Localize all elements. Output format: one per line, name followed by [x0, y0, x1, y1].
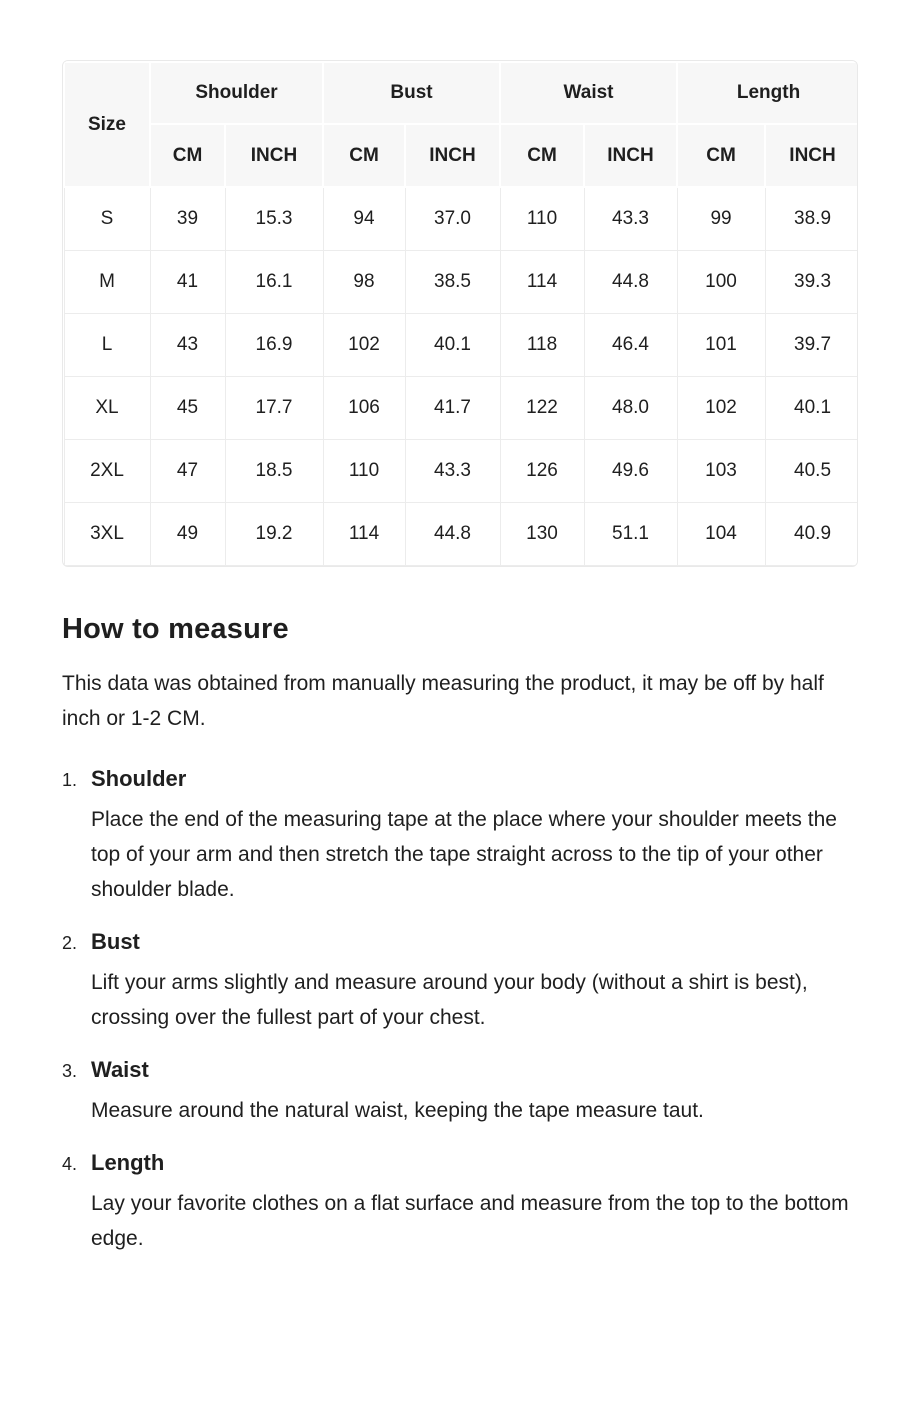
measurement-cell: 46.4 [584, 313, 677, 376]
measurement-cell: 122 [500, 376, 584, 439]
step-term: Length [91, 1149, 165, 1175]
measurement-cell: 106 [323, 376, 405, 439]
measurement-cell: 110 [500, 187, 584, 250]
step-term: Bust [91, 928, 140, 954]
size-cell: L [64, 313, 150, 376]
how-to-measure-heading: How to measure [62, 612, 289, 645]
step-heading [62, 766, 858, 792]
measurement-cell: 39.3 [765, 250, 858, 313]
table-row [64, 187, 858, 250]
step-heading [62, 929, 858, 955]
table-header-group-row [64, 62, 858, 124]
measurement-cell: 110 [323, 439, 405, 502]
measurement-cell: 48.0 [584, 376, 677, 439]
size-cell: S [64, 187, 150, 250]
unit-header-cm: CM [500, 124, 584, 187]
list-item [62, 766, 858, 907]
size-cell: 2XL [64, 439, 150, 502]
measurement-cell: 19.2 [225, 502, 323, 565]
size-chart-table-container [62, 60, 858, 567]
measurement-cell: 41 [150, 250, 225, 313]
measurement-cell: 41.7 [405, 376, 500, 439]
measurement-cell: 94 [323, 187, 405, 250]
step-heading [62, 1150, 858, 1176]
step-description: Lift your arms slightly and measure around your body (without a shirt is best), crossing over the fullest part of your chest. [91, 970, 808, 1029]
waist-column-header: Waist [500, 62, 677, 124]
measurement-cell: 44.8 [584, 250, 677, 313]
bust-column-header: Bust [323, 62, 500, 124]
measurement-cell: 40.1 [765, 376, 858, 439]
measurement-cell: 101 [677, 313, 765, 376]
table-row [64, 502, 858, 565]
measurement-cell: 98 [323, 250, 405, 313]
shoulder-column-header: Shoulder [150, 62, 323, 124]
measurement-cell: 16.9 [225, 313, 323, 376]
measure-steps-list [62, 766, 858, 1256]
step-term: Waist [91, 1056, 149, 1082]
measurement-cell: 43.3 [584, 187, 677, 250]
table-row [64, 439, 858, 502]
table-row [64, 250, 858, 313]
list-item [62, 1057, 858, 1128]
measurement-cell: 104 [677, 502, 765, 565]
measurement-cell: 102 [323, 313, 405, 376]
step-description: Measure around the natural waist, keeping the tape measure taut. [91, 1098, 704, 1122]
unit-header-inch: INCH [584, 124, 677, 187]
measurement-cell: 47 [150, 439, 225, 502]
measurement-cell: 40.9 [765, 502, 858, 565]
measurement-cell: 102 [677, 376, 765, 439]
size-column-header: Size [64, 62, 150, 187]
unit-header-inch: INCH [765, 124, 858, 187]
size-cell: 3XL [64, 502, 150, 565]
measurement-cell: 44.8 [405, 502, 500, 565]
unit-header-cm: CM [677, 124, 765, 187]
measurement-cell: 39.7 [765, 313, 858, 376]
measurement-cell: 51.1 [584, 502, 677, 565]
measurement-cell: 43.3 [405, 439, 500, 502]
measurement-cell: 103 [677, 439, 765, 502]
measurement-cell: 43 [150, 313, 225, 376]
step-number: 4. [62, 1153, 78, 1174]
measurement-cell: 114 [500, 250, 584, 313]
measurement-cell: 40.5 [765, 439, 858, 502]
step-number: 3. [62, 1060, 78, 1081]
list-item [62, 1150, 858, 1256]
measurement-cell: 40.1 [405, 313, 500, 376]
measurement-cell: 15.3 [225, 187, 323, 250]
step-number: 1. [62, 769, 78, 790]
measurement-cell: 38.5 [405, 250, 500, 313]
measurement-cell: 100 [677, 250, 765, 313]
table-header-unit-row [64, 124, 858, 187]
step-description: Place the end of the measuring tape at the place where your shoulder meets the top of your arm and then stretch the tape straight across to the tip of your other shoulder blade. [91, 807, 837, 901]
unit-header-cm: CM [150, 124, 225, 187]
measurement-cell: 45 [150, 376, 225, 439]
measure-disclaimer-text: This data was obtained from manually measuring the product, it may be off by half inch or 1-2 CM. [62, 671, 824, 730]
measurement-cell: 16.1 [225, 250, 323, 313]
unit-header-inch: INCH [225, 124, 323, 187]
measurement-cell: 126 [500, 439, 584, 502]
step-description: Lay your favorite clothes on a flat surface and measure from the top to the bottom edge. [91, 1191, 849, 1250]
measurement-cell: 114 [323, 502, 405, 565]
step-term: Shoulder [91, 765, 187, 791]
size-cell: M [64, 250, 150, 313]
measurement-cell: 130 [500, 502, 584, 565]
measurement-cell: 17.7 [225, 376, 323, 439]
measurement-cell: 118 [500, 313, 584, 376]
list-item [62, 929, 858, 1035]
unit-header-cm: CM [323, 124, 405, 187]
size-chart-table [63, 61, 858, 566]
measurement-cell: 38.9 [765, 187, 858, 250]
measurement-cell: 39 [150, 187, 225, 250]
table-row [64, 376, 858, 439]
step-number: 2. [62, 932, 78, 953]
length-column-header: Length [677, 62, 858, 124]
measurement-cell: 49.6 [584, 439, 677, 502]
measurement-cell: 49 [150, 502, 225, 565]
measurement-cell: 37.0 [405, 187, 500, 250]
unit-header-inch: INCH [405, 124, 500, 187]
measurement-cell: 18.5 [225, 439, 323, 502]
size-cell: XL [64, 376, 150, 439]
step-heading [62, 1057, 858, 1083]
table-row [64, 313, 858, 376]
measurement-cell: 99 [677, 187, 765, 250]
